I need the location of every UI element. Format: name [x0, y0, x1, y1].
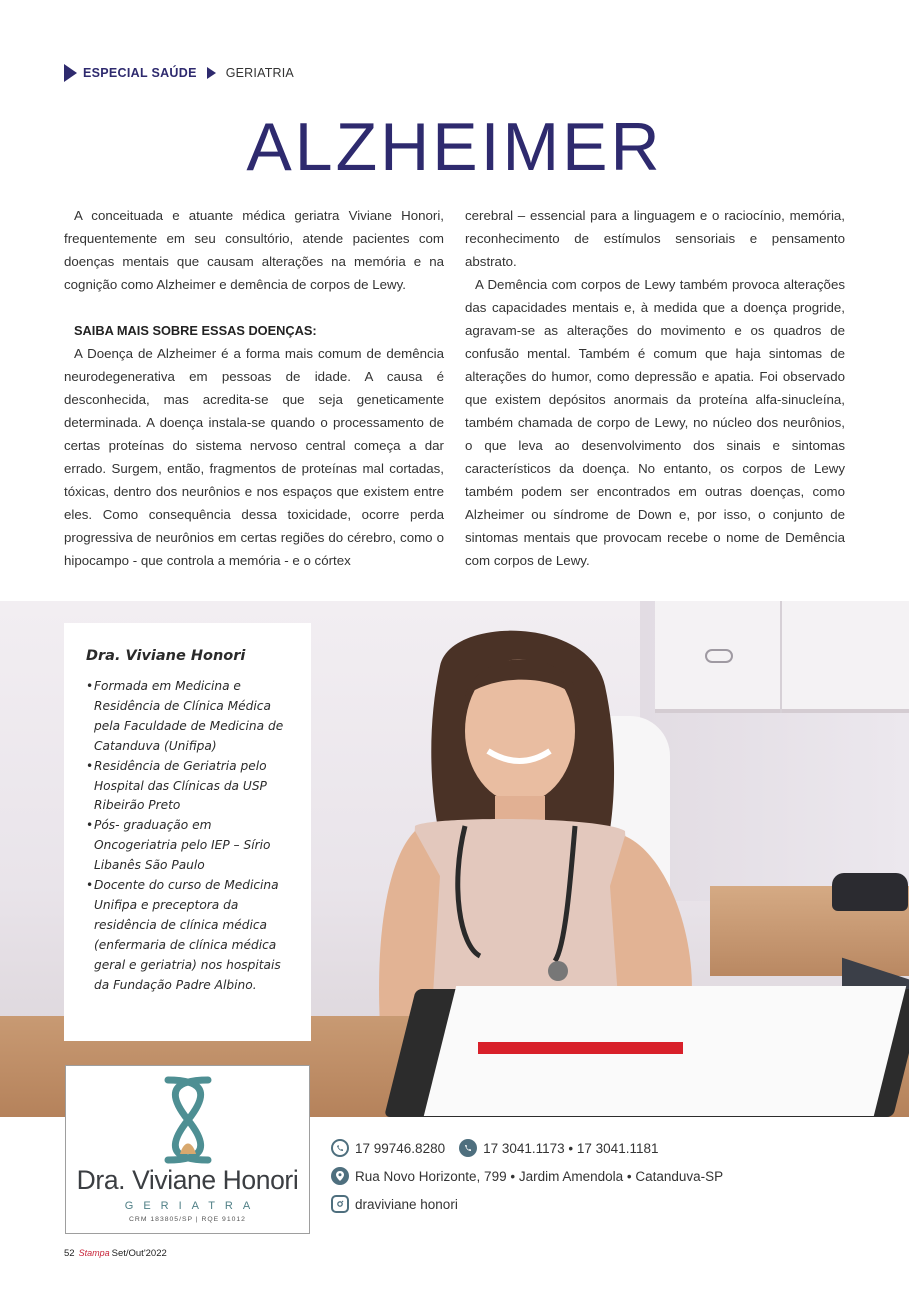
breadcrumb — [64, 64, 294, 82]
logo-registration: CRM 183805/SP | RQE 91012 — [129, 1216, 246, 1223]
contact-info — [331, 1137, 723, 1221]
phone-numbers[interactable]: 17 3041.1173 • 17 3041.1181 — [483, 1140, 659, 1156]
play-arrow-icon — [207, 67, 216, 79]
bio-card — [64, 623, 311, 1041]
intro-paragraph: A conceituada e atuante médica geriatra Viviane Honori, frequentemente em seu consultório, atende pacientes com doenças mentais que causam alterações na memória e na cognição como Alzheimer e demência de corpos de Lewy. — [64, 208, 444, 292]
page-number: 52 — [64, 1248, 75, 1259]
logo-specialty: GERIATRA — [124, 1200, 261, 1212]
address: Rua Novo Horizonte, 799 • Jardim Amendola • Catanduva-SP — [355, 1168, 724, 1184]
left-column — [64, 204, 444, 572]
list-item: • Formada em Medicina e Residência de Clínica Médica pela Faculdade de Medicina de Catanduva (Unifipa) — [86, 677, 291, 757]
list-item: • Pós- graduação em Oncogeriatria pelo IEP – Sírio Libanês São Paulo — [86, 816, 291, 876]
instagram-handle[interactable]: draviviane honori — [355, 1196, 458, 1212]
bio-name: Dra. Viviane Honori — [86, 648, 246, 664]
whatsapp-icon — [331, 1139, 349, 1157]
phone-icon — [459, 1139, 477, 1157]
page-title: ALZHEIMER — [246, 109, 663, 185]
page-footer — [64, 1248, 167, 1259]
logo-name: Dra. Viviane Honori — [76, 1165, 299, 1195]
right-column — [465, 204, 845, 572]
subheading: SAIBA MAIS SOBRE ESSAS DOENÇAS: — [74, 323, 317, 338]
play-arrow-icon — [64, 64, 77, 82]
whatsapp-number[interactable]: 17 99746.8280 — [355, 1140, 446, 1156]
alzheimer-paragraph: A Doença de Alzheimer é a forma mais comum de demência neurodegenerativa em pessoas de idade. A causa é desconhecida, mas acredita-se que seja geneticamente determinada. A doença instala-se quando o processamento de certas proteínas do sistema nervoso central começa a dar errado. Surgem, então, fragmentos de proteínas mal cortadas, tóxicas, dentro dos neurônios e nos espaços que existem entre eles. Como consequência dessa toxicidade, ocorre perda progressiva de neurônios em certas regiões do cérebro, como o hipocampo - que controla a memória - e o córtex — [64, 346, 444, 568]
magazine-brand: Stampa — [78, 1248, 110, 1258]
hourglass-icon — [160, 1076, 216, 1164]
breadcrumb-subsection: GERIATRIA — [225, 66, 294, 80]
continuation-paragraph: cerebral – essencial para a linguagem e o raciocínio, memória, reconhecimento de estímulos sensoriais e pensamento abstrato. — [465, 208, 845, 269]
list-item: • Docente do curso de Medicina Unifipa e preceptora da residência de clínica médica (enfermaria de clínica médica geral e geriatria) nos hospitais da Fundação Padre Albino. — [86, 876, 291, 995]
telephone-icon — [832, 873, 908, 911]
location-pin-icon — [331, 1167, 349, 1185]
clinic-logo — [65, 1065, 310, 1234]
breadcrumb-section: ESPECIAL SAÚDE — [83, 66, 197, 80]
issue-date: Set/Out'2022 — [111, 1248, 167, 1259]
instagram-icon — [331, 1195, 349, 1213]
bio-list — [86, 677, 291, 996]
list-item: • Residência de Geriatria pelo Hospital das Clínicas da USP Ribeirão Preto — [86, 757, 291, 817]
lewy-paragraph: A Demência com corpos de Lewy também provoca alterações das capacidades mentais e, à medida que a doença progride, agravam-se as alterações do movimento e os quadros de confusão mental. Também é comum que haja sintomas de alterações do humor, como depressão e apatia. Foi observado que existem depósitos anormais da proteína alfa-sinucleína, também chamada de corpo de Lewy, no núcleo dos neurônios, o que leva ao desenvolvimento dos sinais e sintomas característicos da doença. No entanto, os corpos de Lewy também podem ser encontrados em outras doenças, como Alzheimer ou síndrome de Down e, por isso, o conjunto de sintomas mentais que provocam recebe o nome de Demência com corpos de Lewy. — [465, 277, 845, 568]
